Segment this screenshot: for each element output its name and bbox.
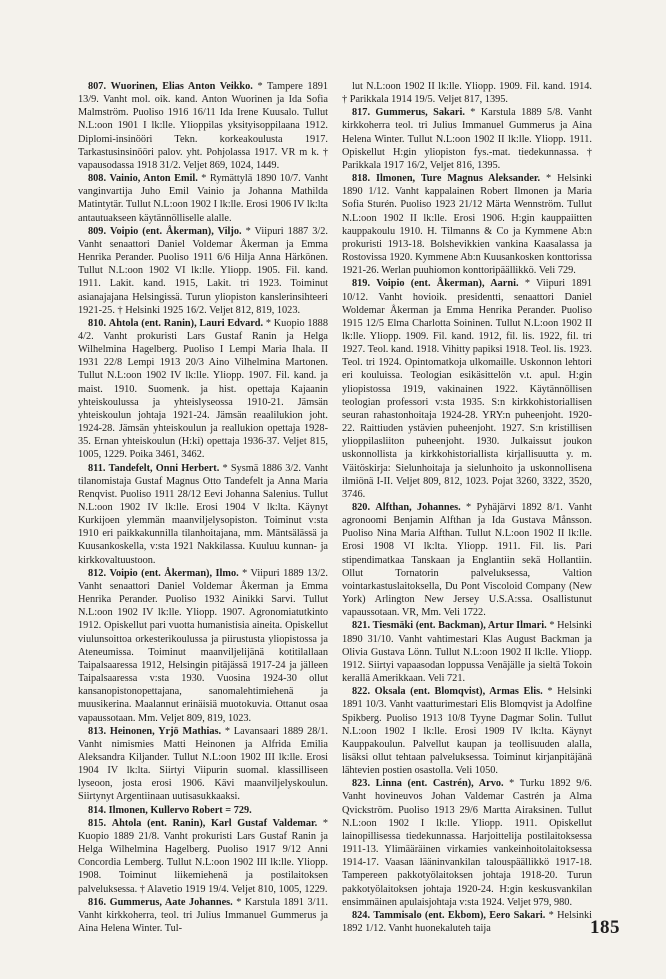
entry-number: 822. bbox=[352, 686, 371, 698]
entry-text: * Viipuri 1889 13/2. Vanht senaattori Daniel Voldemar Åkerman ja Emma Henrika Perander. Puoliso 1932 Ainikki Sarvi. Tullut N.L:oon 1902 IV lk:lle. Yliopp. 1907. Agronomiatutkinto 1912. Opiskellut pari vuotta humanistisia aineita. Opiskellut viulunsoittoa orkesterikoulussa ja piirustusta yliopistossa ja Ateneumissa. Toiminut maanviljelijänä kotitilallaan Taipalsaaressa 1912, Helsingin pitäjässä 1917-24 ja jälleen Taipalsaaressa v:sta 1930. Vuosina 1924-30 ollut kansanopistonopettajana, sanomalehtimiehenä ja muusikerina. Maalannut erinäisiä muotokuvia. Ottanut osaa vapaussotaan. Mm. Veljet 809, 819, 1023. bbox=[78, 567, 328, 724]
entry-text: * Helsinki 1891 10/3. Vanht vaatturimestari Elis Blomqvist ja Adolfine Spikberg. Puoliso 1913 10/8 Tyyne Dagmar Solin. Tullut N.L:oon 1902 I lk:lle. Erosi 1909 IV lk:lta. Käynyt Kauppakoulun. Palvellut kaupan ja teollisuuden alalla, lisäksi ollut tehtaan palveluksessa. Toiminut kirjanpitäjänä lähtevien postien osastolla. Veli 1050. bbox=[342, 686, 592, 777]
entry-name: Vainio, Anton Emil. bbox=[109, 173, 198, 185]
entry-number: 820. bbox=[352, 502, 371, 513]
entry-name: Voipio (ent. Åkerman), Viljo. bbox=[110, 225, 242, 237]
entry-name: Alfthan, Johannes. bbox=[375, 502, 461, 513]
biography-entry bbox=[342, 80, 592, 106]
entry-name: Ilmonen, Kullervo Robert = 729. bbox=[108, 804, 252, 816]
entry-name: Wuorinen, Elias Anton Veikko. bbox=[110, 81, 253, 92]
entry-number: 812. bbox=[88, 567, 107, 579]
entry-number: 816. bbox=[88, 896, 107, 908]
biography-entry bbox=[78, 567, 328, 725]
entry-number: 813. bbox=[88, 725, 107, 737]
entry-name: Oksala (ent. Blomqvist), Armas Elis. bbox=[374, 686, 543, 698]
left-column bbox=[78, 80, 328, 935]
entry-number: 814. bbox=[88, 804, 107, 816]
entry-name: Ilmonen, Ture Magnus Aleksander. bbox=[375, 173, 541, 185]
entry-text: * Lavansaari 1889 28/1. Vanht nimismies Matti Heinonen ja Alfrida Emilia Aleksandra Kiljander. Tullut N.L:oon 1902 III lk:lle. Erosi 1904 IV lk:lta. Siirtyi Viipurin suomal. klassilliseen lyseoon, josta erosi 1906. Kävi maanviljelyskoulun. Siirtynyt Argentiinaan uutisasukkaaksi. bbox=[78, 725, 328, 803]
entry-number: 821. bbox=[352, 620, 371, 632]
biography-entry bbox=[342, 172, 592, 277]
entry-name: Tammisalo (ent. Ekbom), Eero Sakari. bbox=[373, 909, 546, 921]
entry-text: * Kuopio 1888 4/2. Vanht prokuristi Lars Gustaf Ranin ja Helga Wilhelmina Hagelberg. Puoliso I Lempi Maria Ihala. II 1931 22/8 Lempi 1913 20/3 Aino Vilhelmina Martonen. Tullut N.L:oon 1902 IV lk:lle. Yliopp. 1907. Fil. kand. ja maist. 1910. Suomenk. ja hist. opettaja Kajaanin yhteiskoulussa ja yhteislyseossa 1910-21. Jämsän yhteiskoulun johtaja 1921-24. Jämsän reaalilukion joht. 1924-28. Jämsän yhteiskoulun ja reallukion opettaja 1928-35. Ernan yhteiskoulun (H:ki) opettaja 1936-37. Veljet 815, 1005, 1229. Poika 3461, 3462. bbox=[78, 317, 328, 461]
biography-entry bbox=[78, 804, 328, 817]
entry-text: * Helsinki 1892 1/12. Vanht huonekaluteh taija bbox=[342, 909, 592, 934]
entry-number: 810. bbox=[88, 317, 107, 329]
entry-number: 824. bbox=[352, 909, 371, 921]
entry-number: 815. bbox=[88, 817, 107, 829]
entry-number: 808. bbox=[88, 173, 107, 185]
right-column bbox=[342, 80, 592, 935]
entry-name: Gummerus, Sakari. bbox=[375, 107, 465, 119]
entry-text: lut N.L:oon 1902 II lk:lle. Yliopp. 1909. Fil. kand. 1914. † Parikkala 1914 19/5. Veljet 817, 1395. bbox=[342, 81, 592, 106]
entry-text: * Pyhäjärvi 1892 8/1. Vanht agronoomi Benjamin Alfthan ja Ida Gustava Månsson. Puoliso Nina Maria Alfthan. Tullut N.L:oon 1902 II lk:lle. Erosi 1908 VI lk:lta. Yliopp. 1911. Fil. lis. Pari stipendimatkaa Tanskaan ja Englantiin sekä Hollantiin. Ollut Tornatorin palveluksessa, Valtion vointarkastuslaitoksella, Du Pont Viscoloid Company (New York) Arlington New Jersey U.S.A:ssa. Osallistunut vapaussotaan. VR, Mm. Veli 1722. bbox=[342, 502, 592, 619]
biography-entry bbox=[342, 501, 592, 619]
biography-entry bbox=[78, 896, 328, 935]
biography-entry bbox=[78, 172, 328, 225]
biography-entry bbox=[78, 80, 328, 172]
entry-text: * Karstula 1889 5/8. Vanht kirkkoherra teol. tri Julius Immanuel Gummerus ja Aina Helena Winter. Tullut N.L:oon 1902 II lk:lle. Yliopp. 1911. Opiskellut H:gin yliopiston fys.-mat. tiedekunnassa. † Parikkala 1917 16/2, Veljet 816, 1395. bbox=[342, 107, 593, 171]
entry-number: 819. bbox=[352, 278, 371, 290]
page-number: 185 bbox=[590, 917, 620, 938]
biography-entry bbox=[342, 909, 592, 935]
biography-entry bbox=[78, 462, 328, 567]
entry-name: Ahtola (ent. Ranin), Karl Gustaf Valdemar. bbox=[111, 817, 318, 829]
entry-name: Tiesmäki (ent. Backman), Artur Ilmari. bbox=[372, 620, 547, 632]
entry-name: Gummerus, Aate Johannes. bbox=[109, 896, 233, 908]
entry-number: 817. bbox=[352, 107, 371, 119]
entry-name: Ahtola (ent. Ranin), Lauri Edvard. bbox=[108, 317, 264, 329]
entry-text: * Viipuri 1891 10/12. Vanht hovioik. presidentti, senaattori Daniel Woldemar Åkerman ja Emma Henrika Perander. Puoliso 1915 12/5 Elma Charlotta Soininen. Tullut N.L:oon 1902 II lk:lle. Yliopp. 1909. Fil. kand. 1912, fil. lis. 1922, fil. tri 1927. Teol. kand. 1918. Vihitty papiksi 1918. Teol. lis. 1923. Teol. tri 1924. Opintomatkoja ulkomaille. Uskonnon lehtori eri kouluissa. Teologian esikäsittelön v.t. apul. H:gin yliopistossa 1919, vakinainen 1922. Käytännöllisen teologian professori v:sta 1935. S:n kirkkohistoriallisen seuran rahastonhoitaja 1924-28. YRY:n puheenjoht. 1920-22. Raittiuden ystävien puheenjoht. 1927. S:n kristillisen ylioppilasliiton puheenjoht. 1930. Julkaissut joukon uskonnollista ja kirkkohistoriallista kirjallisuutta y. m. Väitöskirja: Sielunhoitaja ja sielunhoito ja uskonnollisena ilmiönä I-II. Veljet 809, 812, 1023. Pojat 3260, 3322, 3520, 3746. bbox=[342, 278, 593, 500]
entry-text: * Tampere 1891 13/9. Vanht mol. oik. kand. Anton Wuorinen ja Ida Sofia Malmström. Puoliso 1916 16/11 Ida Irene Kuusalo. Tullut N.L:oon 1901 I lk:lle. Ylioppilas yksityisoppilaana 1912. Diplomi-insinööri Tekn. korkeakoulusta 1917. Tarkastusinsinööri palov. yht. Pohjolassa 1917. VR m k. † vapausodassa 1918 31/2. Veljet 869, 1024, 1449. bbox=[78, 81, 329, 171]
entry-text: * Sysmä 1886 3/2. Vanht tilanomistaja Gustaf Magnus Otto Tandefelt ja Anna Maria Renqvist. Puoliso 1911 28/12 Eevi Johanna Salenius. Tullut N.L:oon 1902 IV lk:lle. Erosi 1904 V lk:lta. Käynyt Kurkijoen ylemmän maanviljelysopiston. Toiminut v:sta 1910 eri paikkakunnilla tilanhoitajana, mm. Mäntsälässä ja Kuusankoskella, v:sta 1921 Nakkilassa. Kuuluu kunnan- ja kirkkovaltuustoon. bbox=[78, 462, 328, 566]
entry-text: * Karstula 1891 3/11. Vanht kirkkoherra, teol. tri Julius Immanuel Gummerus ja Aina Helena Winter. Tul- bbox=[78, 896, 328, 934]
entry-text: * Turku 1892 9/6. Vanht hovineuvos Johan Valdemar Castrén ja Alma Qvickström. Puoliso 1913 29/6 Martta Airaksinen. Tullut N.L:oon 1902 I lk:lle. Yliopp. 1911. Opiskellut lainopillisessa tiedekunnassa. Harjoittelija postilaitoksessa 1911-13. Ylimääräinen virkamies vankeinhoitolaitoksessa 1914-17. Vaasan lääninvankilan talouspäällikkö 1917-18. Tampereen pakkotyölaitoksen johtaja 1918-20. Turun pakkotyölaitoksen johtaja 1920-24. H:gin keskusvankilan ensimmäinen apulaisjohtaja v:sta 1924. Veljet 979, 980. bbox=[342, 778, 592, 908]
entry-text: * Rymättylä 1890 10/7. Vanht vanginvartija Juho Emil Vainio ja Johanna Mathilda Matintytär. Tullut N.L:oon 1902 I lk:lle. Erosi 1906 IV lk:lta antautuakseen käytännölliselle alalle. bbox=[78, 173, 328, 224]
entry-text: * Helsinki 1890 1/12. Vanht kappalainen Robert Ilmonen ja Maria Sofia Sturén. Puoliso 1923 21/12 Märta Wennström. Tullut N.L:oon 1902 II lk:lle. Erosi 1906. H:gin kauppaiitten kauppakoulu 1910. H. Tilmanns & Co ja Kymmene Ab:n prokuristi 1913-18. Bolshevikkien vankina Kaasalassa ja Rostovissa 1920. Kymmene Ab:n Kuusankosken konttorissa 1921-26. Werlan puuhiomon konttoripäällikkö. Veli 729. bbox=[342, 173, 592, 277]
biography-entry bbox=[342, 619, 592, 685]
entry-number: 823. bbox=[352, 778, 371, 790]
entry-text: * Kuopio 1889 21/8. Vanht prokuristi Lars Gustaf Ranin ja Helga Wilhelmina Hagelberg. Puoliso 1917 9/12 Anni Concordia Lemberg. Tullut N.L:oon 1902 III lk:lle. Yliopp. 1908. Toiminut liikemiehenä ja postilaitoksen palveluksessa. † Alavetio 1919 19/4. Veljet 810, 1005, 1229. bbox=[78, 817, 329, 895]
entry-number: 807. bbox=[88, 81, 107, 92]
entry-number: 811. bbox=[88, 462, 106, 474]
entry-name: Tandefelt, Onni Herbert. bbox=[108, 462, 220, 474]
biography-entry bbox=[78, 225, 328, 317]
entry-text: * Helsinki 1890 31/10. Vanht vahtimestari Klas August Backman ja Olivia Gustava Lönn. Tullut N.L:oon 1902 II lk:lle. Yliopp. 1912. Siirtyi vapaasodan loppussa Venäjälle ja sieltä Tokoin kerallä Amerikkaan. Veli 721. bbox=[342, 620, 593, 685]
biography-entry bbox=[78, 725, 328, 804]
biography-entry bbox=[78, 817, 328, 896]
entry-name: Linna (ent. Castrén), Arvo. bbox=[375, 778, 504, 790]
entry-number: 818. bbox=[352, 173, 371, 185]
entry-name: Voipio (ent. Åkerman), Aarni. bbox=[376, 278, 519, 290]
entry-text: * Viipuri 1887 3/2. Vanht senaattori Daniel Voldemar Åkerman ja Emma Henrika Perander. Puoliso 1911 6/6 Hilja Anna Härkönen. Tullut N.L:oon 1902 VI lk:lle. Yliopp. 1905. Fil. kand. 1911. Lakit. kand. 1915, Lakit. tri 1923. Toiminut asianajajana Helsingissä. Turun yliopiston kanslerinsihteeri 1921-25. † Helsinki 1925 16/2. Veljet 812, 819, 1023. bbox=[78, 225, 329, 316]
entry-number: 809. bbox=[88, 225, 107, 237]
entry-name: Voipio (ent. Åkerman), Ilmo. bbox=[109, 567, 239, 579]
biography-entry bbox=[342, 277, 592, 501]
biography-entry bbox=[78, 317, 328, 462]
biography-entry bbox=[342, 106, 592, 172]
biography-entry bbox=[342, 777, 592, 909]
entry-name: Heinonen, Yrjö Mathias. bbox=[109, 725, 222, 737]
biography-entry bbox=[342, 685, 592, 777]
